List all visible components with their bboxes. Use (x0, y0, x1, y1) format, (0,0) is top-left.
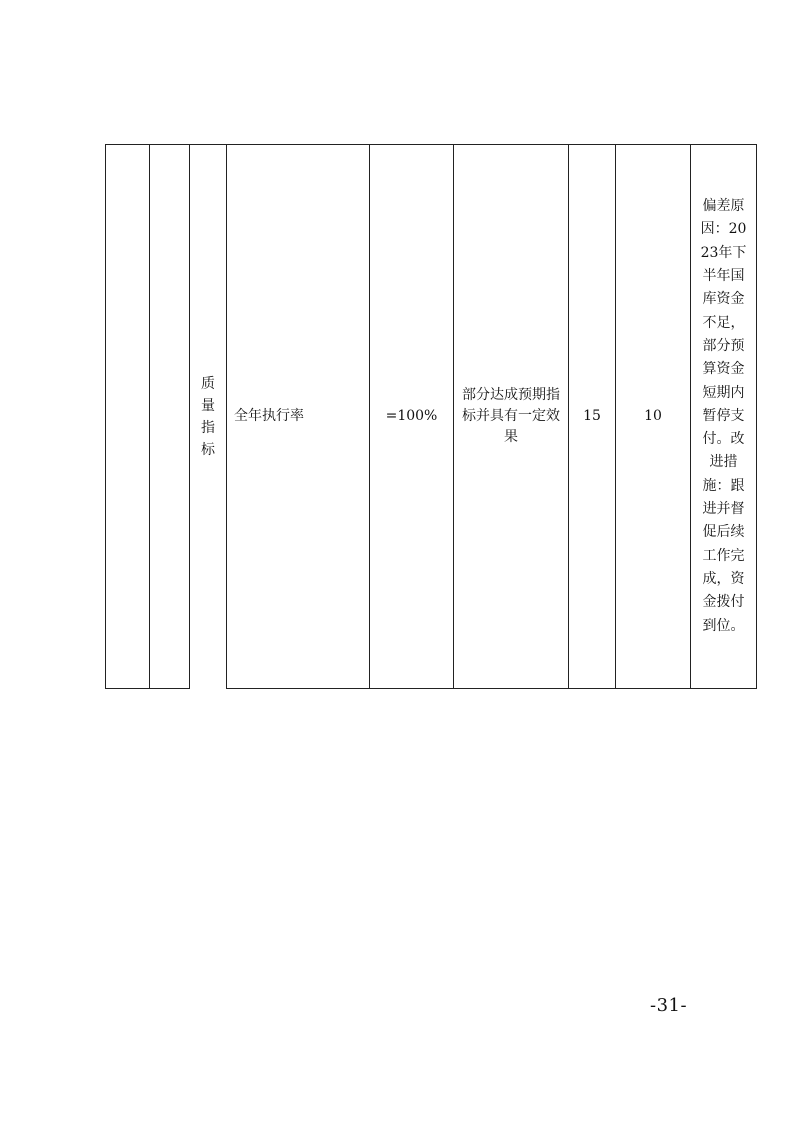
table-border-bottom (226, 688, 757, 689)
score-full-text: 15 (583, 408, 601, 424)
page-number: -31- (650, 995, 688, 1016)
table-col-divider (756, 144, 757, 689)
target-text: =100% (385, 408, 438, 424)
completion-text: 部分达成预期指标并具有一定效果 (462, 387, 560, 445)
table-border-bottom (105, 688, 190, 689)
cell-score-full (569, 145, 615, 688)
remark-text: 偏差原因：2023年下半年国库资金不足，部分预算资金短期内暂停支付。改进措施：跟进并督促后续工作完成，资金拨付到位。 (700, 198, 747, 634)
cell-remark (691, 145, 756, 688)
cell-completion (454, 145, 568, 688)
cell-empty-2 (150, 145, 189, 688)
cell-indicator (227, 145, 369, 688)
cell-score-actual (616, 145, 690, 688)
performance-table (105, 144, 757, 689)
category-text: 质量指标 (201, 375, 215, 458)
score-actual-text: 10 (644, 408, 662, 424)
cell-empty-1 (106, 145, 149, 688)
indicator-text: 全年执行率 (234, 408, 304, 424)
cell-category (190, 145, 226, 688)
cell-target (370, 145, 453, 688)
